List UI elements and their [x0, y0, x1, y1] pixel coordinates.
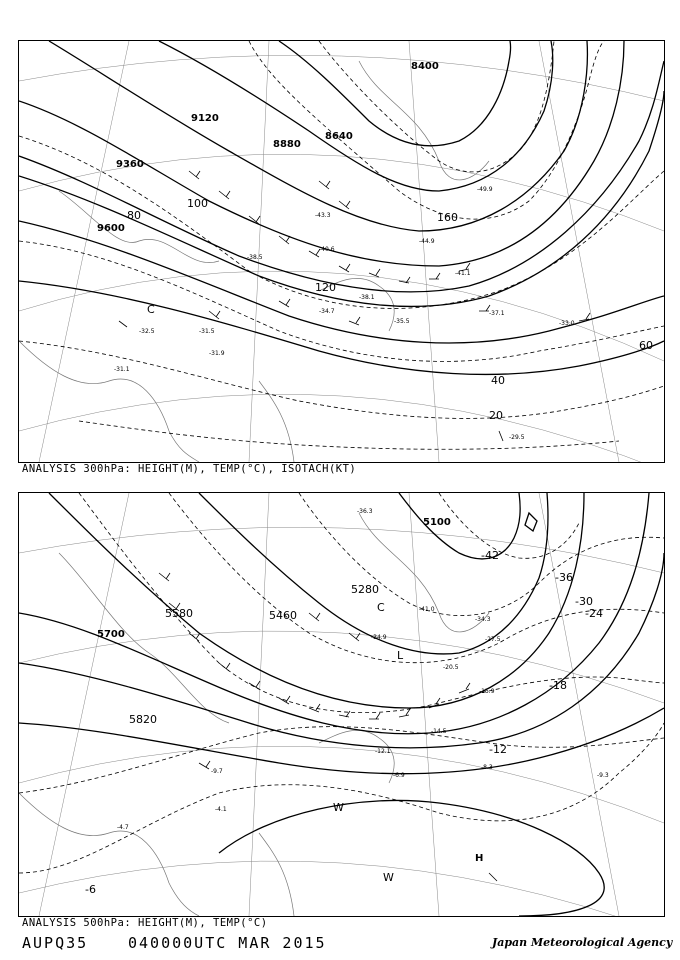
isotach-label: 80: [127, 209, 141, 222]
temp-label: -33.0: [559, 320, 575, 327]
height-label: 5580: [165, 607, 193, 620]
temp-label: -8.3: [481, 764, 493, 771]
height-label: 5460: [269, 609, 297, 622]
temp-label: -41.1: [455, 270, 471, 277]
temp-label: -27.5: [485, 636, 501, 643]
caption-300hpa: ANALYSIS 300hPa: HEIGHT(M), TEMP(°C), ISOTACH(KT): [22, 463, 357, 475]
height-label: 5280: [351, 583, 379, 596]
isotherm-label: -24: [585, 607, 603, 620]
graticule: [19, 41, 664, 462]
isotach-label: 60: [639, 339, 653, 352]
isotherm-label: -30: [575, 595, 593, 608]
temp-label: -20.5: [443, 664, 459, 671]
temp-label: -40.6: [319, 246, 335, 253]
agency-credit: Japan Meteorological Agency: [492, 936, 673, 949]
height-label: 5700: [97, 629, 125, 640]
temp-label: -31.1: [114, 366, 130, 373]
temp-label: -34.7: [319, 308, 335, 315]
map-300hpa: [19, 41, 664, 462]
temp-label: -35.5: [394, 318, 410, 325]
temp-label: -9.3: [597, 772, 609, 779]
temp-label: -9.7: [211, 768, 223, 775]
temp-label: -4.7: [117, 824, 129, 831]
height-label: 9120: [191, 113, 219, 124]
valid-time: 040000UTC MAR 2015: [128, 934, 327, 952]
temp-label: -38.5: [247, 254, 263, 261]
temp-label: -44.9: [419, 238, 435, 245]
isotach-label: 100: [187, 197, 208, 210]
warm-center-symbol: W: [383, 871, 394, 884]
temp-label: -29.5: [509, 434, 525, 441]
graticule: [19, 493, 664, 916]
caption-500hpa: ANALYSIS 500hPa: HEIGHT(M), TEMP(°C): [22, 917, 268, 929]
height-label: 9600: [97, 223, 125, 234]
temp-label: -34.9: [371, 634, 387, 641]
isotherm-label: -12: [489, 743, 507, 756]
coastlines: [19, 513, 489, 916]
isotherm-label: -36: [555, 571, 573, 584]
isotherm-label: -18: [549, 679, 567, 692]
height-label: 8640: [325, 131, 353, 142]
temp-label: -31.5: [199, 328, 215, 335]
isotach-label: 40: [491, 374, 505, 387]
height-label: 8400: [411, 61, 439, 72]
temp-label: -4.1: [215, 806, 227, 813]
temp-label: -43.3: [315, 212, 331, 219]
temp-label: -15.9: [479, 688, 495, 695]
chart-300hpa: [18, 40, 665, 463]
temp-label: -36.3: [357, 508, 373, 515]
isotherm-label: -6: [85, 883, 96, 896]
temp-label: -38.1: [359, 294, 375, 301]
warm-center-symbol: W: [333, 801, 344, 814]
temp-label: -41.0: [419, 606, 435, 613]
low-center-symbol: L: [397, 649, 404, 662]
isotach-label: 120: [315, 281, 336, 294]
height-label: 5100: [423, 517, 451, 528]
map-500hpa: [19, 493, 664, 916]
chart-500hpa: [18, 492, 665, 917]
temp-label: -34.3: [475, 616, 491, 623]
chart-id: AUPQ35: [22, 934, 89, 952]
temp-label: -49.9: [477, 186, 493, 193]
height-label: 9360: [116, 159, 144, 170]
isotherm-label: -42: [481, 549, 499, 562]
isotach-label: 20: [489, 409, 503, 422]
cold-center-symbol: C: [147, 303, 155, 316]
height-label: 8880: [273, 139, 301, 150]
temp-label: -37.1: [489, 310, 505, 317]
temp-label: -32.5: [139, 328, 155, 335]
temp-label: -14.5: [431, 728, 447, 735]
high-center-symbol: H: [475, 853, 484, 864]
cold-center-symbol: C: [377, 601, 385, 614]
temp-label: -6.9: [393, 772, 405, 779]
temp-label: -12.1: [375, 748, 391, 755]
temp-label: -31.9: [209, 350, 225, 357]
height-label: 5820: [129, 713, 157, 726]
isotach-label: 160: [437, 211, 458, 224]
